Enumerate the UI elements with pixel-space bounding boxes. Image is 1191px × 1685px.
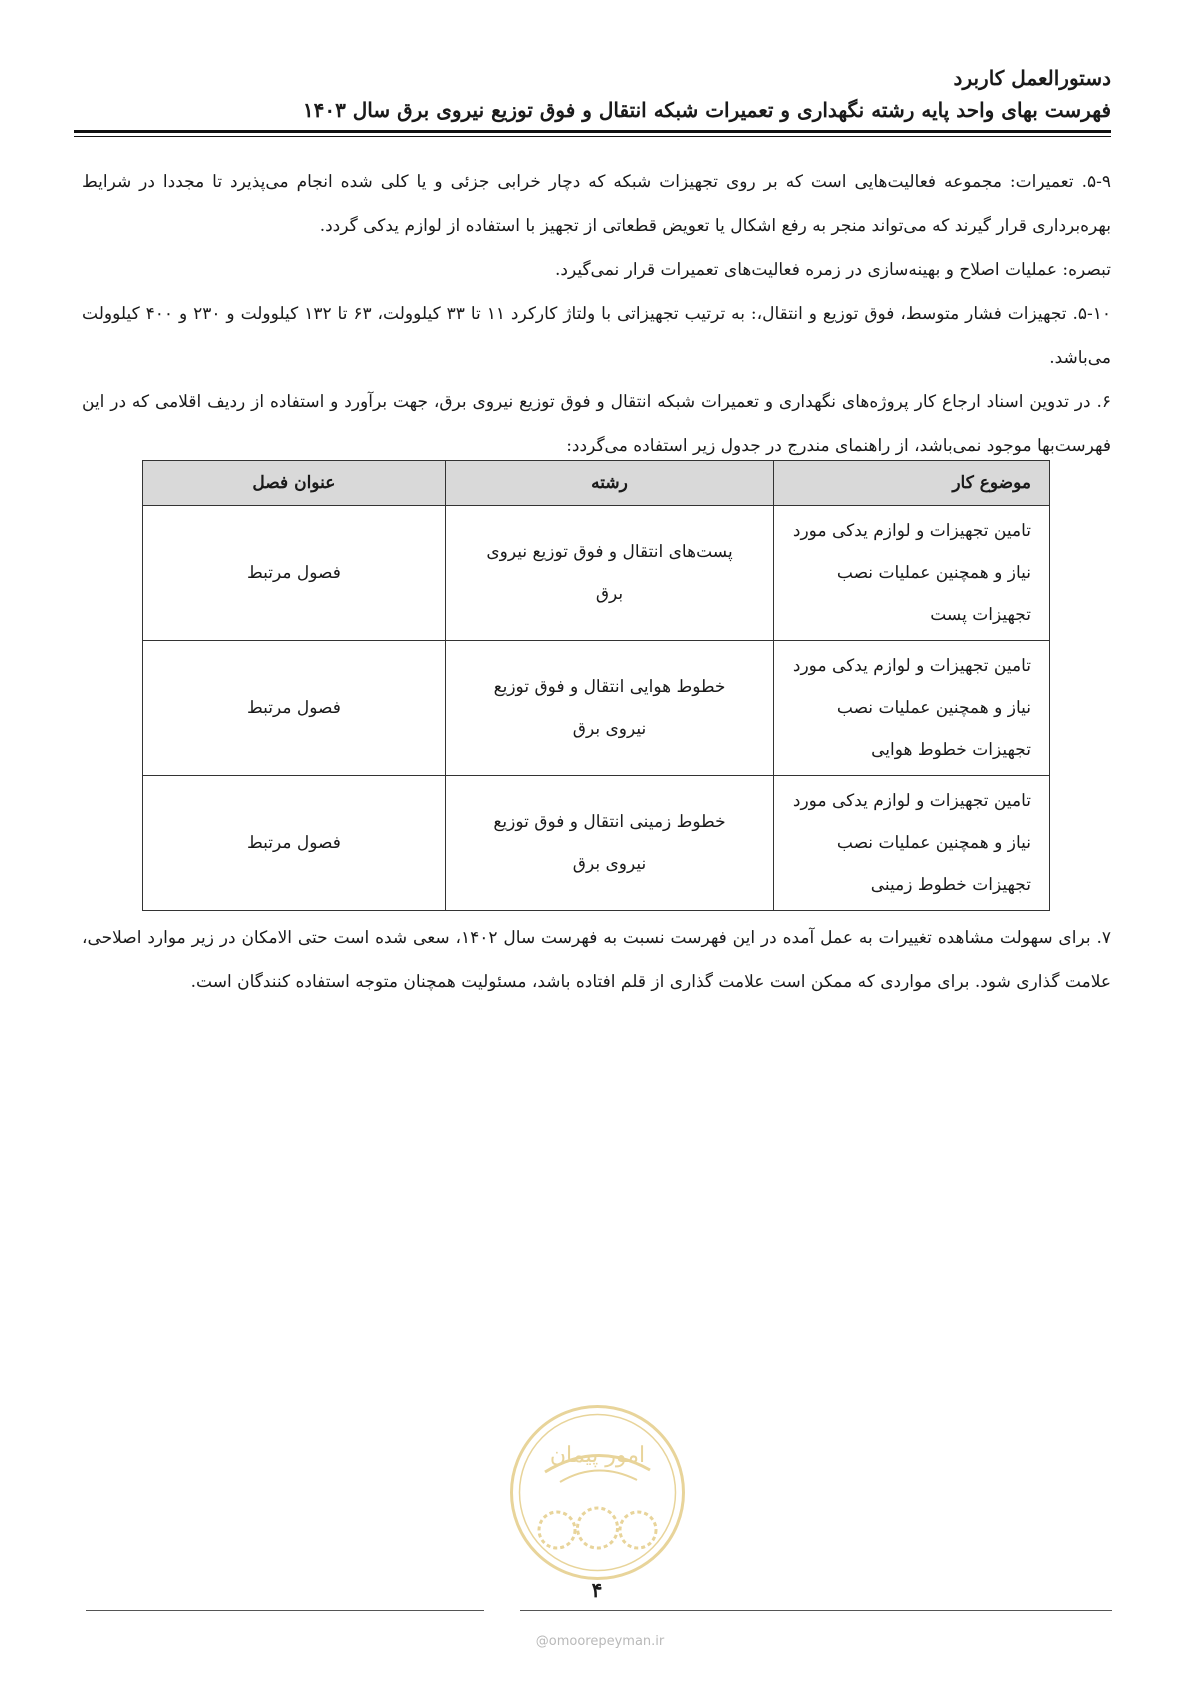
page-header <box>80 62 1111 126</box>
cell-subject-text: تامین تجهیزات و لوازم یدکی مورد نیاز و همچنین عملیات نصب تجهیزات خطوط زمینی <box>792 791 1031 895</box>
cell-chapter: فصول مرتبط <box>143 776 446 911</box>
header-title: دستورالعمل کاربرد <box>953 66 1111 90</box>
cell-subject-text: تامین تجهیزات و لوازم یدکی مورد نیاز و همچنین عملیات نصب تجهیزات خطوط هوایی <box>792 656 1031 760</box>
cell-discipline <box>445 776 773 911</box>
table-header-row <box>143 461 1050 506</box>
body-text <box>82 160 1111 468</box>
watermark-text: امور پیمان <box>549 1443 646 1468</box>
cell-chapter: فصول مرتبط <box>143 506 446 641</box>
cell-subject-text: تامین تجهیزات و لوازم یدکی مورد نیاز و همچنین عملیات نصب تجهیزات پست <box>792 521 1031 625</box>
cell-discipline-text: خطوط زمینی انتقال و فوق توزیع نیروی برق <box>493 812 726 874</box>
cell-subject <box>774 506 1050 641</box>
cell-discipline-text: پست‌های انتقال و فوق توزیع نیروی برق <box>486 542 733 604</box>
table-row <box>143 506 1050 641</box>
table-row <box>143 776 1050 911</box>
footer-rule-right <box>520 1610 1112 1611</box>
paragraph-6: ۶. در تدوین اسناد ارجاع کار پروژه‌های نگهداری و تعمیرات شبکه انتقال و فوق توزیع نیروی برق، جهت برآورد و استفاده از ردیف اقلامی که در این فهرست‌بها موجود نمی‌باشد، از راهنمای مندرج در جدول زیر استفاده می‌گردد: <box>82 392 1111 456</box>
header-cell-discipline: رشته <box>445 461 773 506</box>
cell-discipline-text: خطوط هوایی انتقال و فوق توزیع نیروی برق <box>493 677 726 739</box>
cell-subject <box>774 641 1050 776</box>
header-cell-chapter: عنوان فصل <box>143 461 446 506</box>
header-rule-thick <box>74 130 1111 133</box>
paragraph-7: ۷. برای سهولت مشاهده تغییرات به عمل آمده در این فهرست نسبت به فهرست سال ۱۴۰۲، سعی شده است حتی الامکان در زیر موارد اصلاحی، علامت گذاری شود. برای مواردی که ممکن است علامت گذاری از قلم افتاده باشد، مسئولیت همچنان متوجه استفاده کنندگان است. <box>82 928 1111 992</box>
cell-discipline <box>445 641 773 776</box>
paragraph-5-9: ۵-۹. تعمیرات: مجموعه فعالیت‌هایی است که بر روی تجهیزات شبکه که دچار خرابی جزئی و یا کلی شده انجام می‌پذیرد تا مجددا در شرایط بهره‌برداری قرار گیرند که می‌تواند منجر به رفع اشکال یا تعویض قطعاتی از تجهیز با استفاده از لوازم یدکی گردد. <box>82 172 1111 236</box>
cell-discipline <box>445 506 773 641</box>
note-paragraph: تبصره: عملیات اصلاح و بهینه‌سازی در زمره فعالیت‌های تعمیرات قرار نمی‌گیرد. <box>554 260 1111 280</box>
website-link[interactable]: @omoorepeyman.ir <box>535 1634 665 1649</box>
cell-chapter: فصول مرتبط <box>143 641 446 776</box>
guide-table <box>142 460 1050 911</box>
watermark-logo <box>505 1400 690 1585</box>
header-rule-thin <box>74 136 1111 137</box>
page-number: ۴ <box>591 1578 603 1602</box>
table-row <box>143 641 1050 776</box>
cell-subject <box>774 776 1050 911</box>
header-subtitle: فهرست بهای واحد پایه رشته نگهداری و تعمیرات شبکه انتقال و فوق توزیع نیروی برق سال ۱۴۰۳ <box>302 98 1111 122</box>
header-cell-subject: موضوع کار <box>774 461 1050 506</box>
footer-rule-left <box>86 1610 484 1611</box>
paragraph-5-10: ۵-۱۰. تجهیزات فشار متوسط، فوق توزیع و انتقال،: به ترتیب تجهیزاتی با ولتاژ کارکرد ۱۱ تا ۳۳ کیلوولت، ۶۳ تا ۱۳۲ کیلوولت و ۲۳۰ و ۴۰۰ کیلوولت می‌باشد. <box>82 304 1111 368</box>
